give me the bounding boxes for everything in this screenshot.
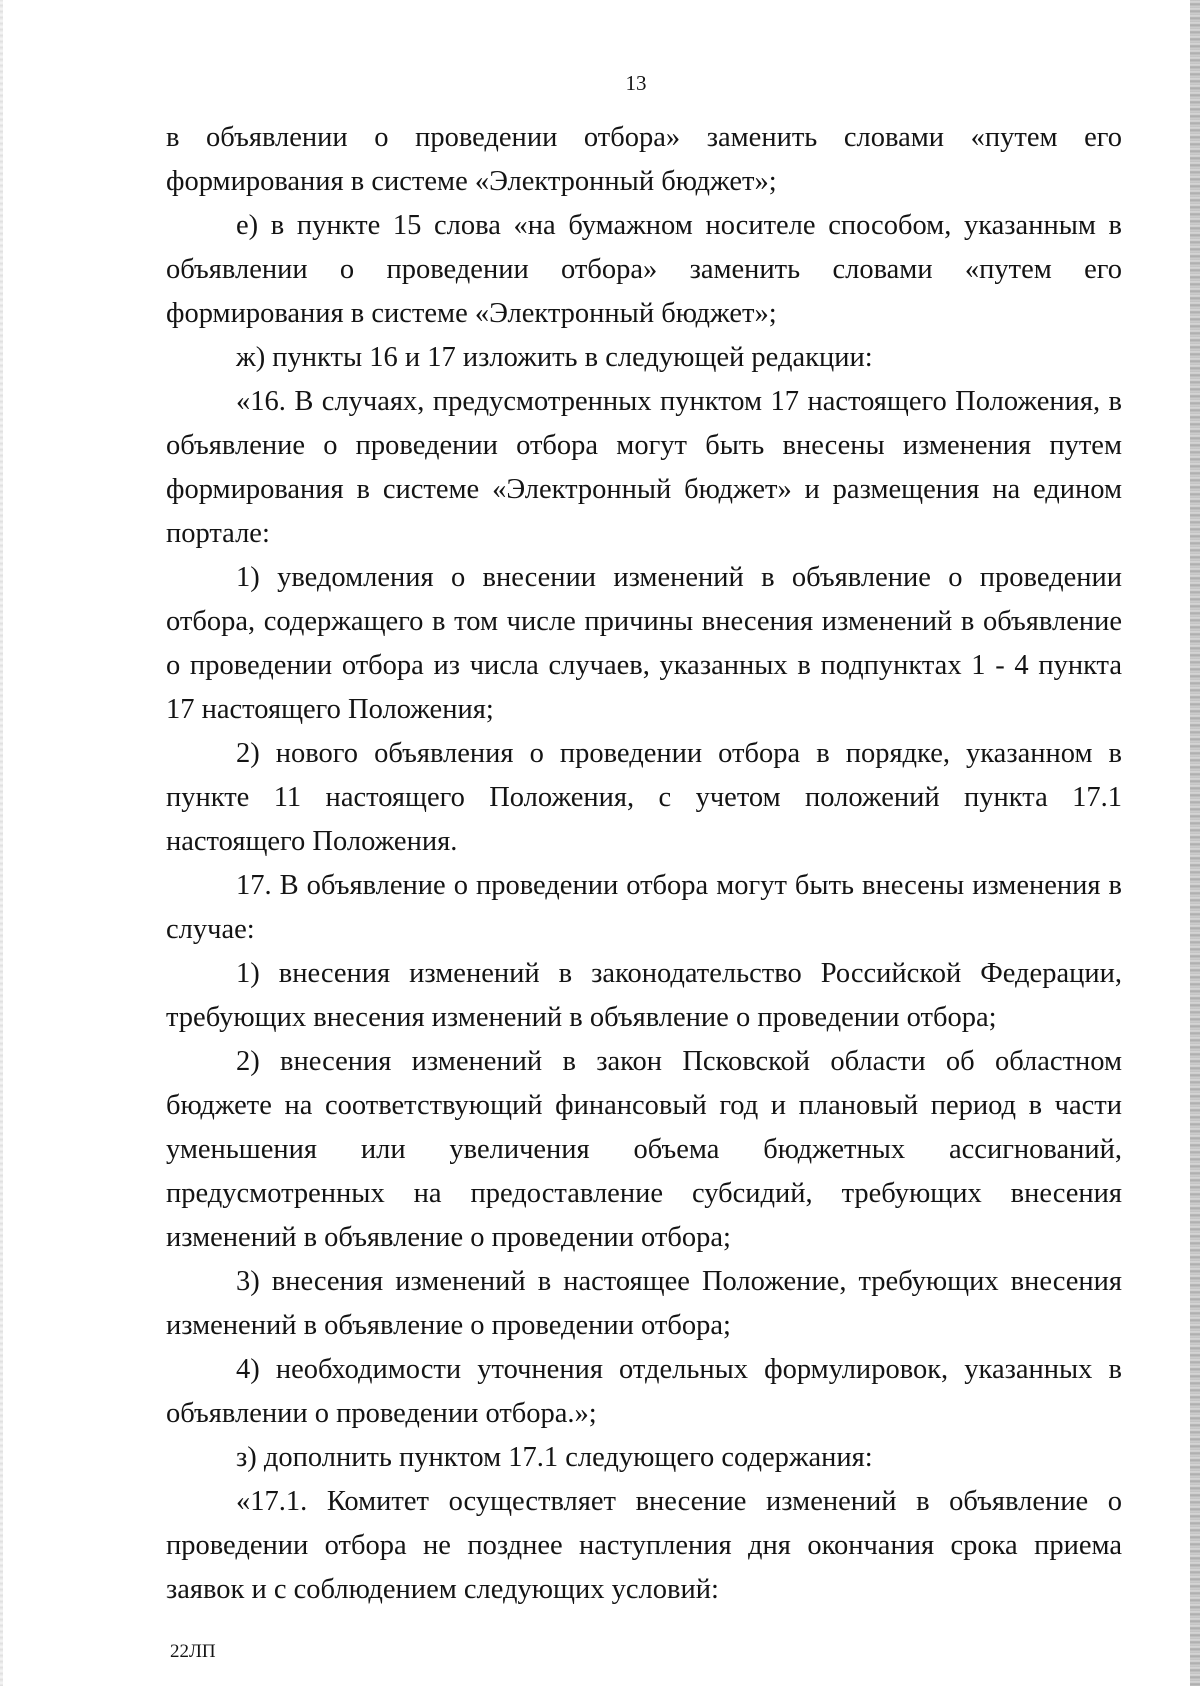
paragraph-clause-17-sub-1: 1) внесения изменений в законодательство Российской Федерации, требующих внесения изменений в объявление о проведении отбора;	[166, 958, 1122, 1033]
paragraph-continuation: в объявлении о проведении отбора» заменить словами «путем его формирования в системе «Электронный бюджет»;	[166, 122, 1122, 197]
scan-edge-right	[1190, 0, 1200, 1686]
paragraph-item-zh: ж) пункты 16 и 17 изложить в следующей редакции:	[236, 342, 873, 373]
document-body	[166, 116, 1122, 1612]
paragraph-clause-17-sub-4: 4) необходимости уточнения отдельных формулировок, указанных в объявлении о проведении отбора.»;	[166, 1354, 1122, 1429]
footer-document-code: 22ЛП	[170, 1641, 216, 1662]
paragraph-clause-16: «16. В случаях, предусмотренных пунктом 17 настоящего Положения, в объявление о проведении отбора могут быть внесены изменения путем формирования в системе «Электронный бюджет» и размещения на едином портале:	[166, 386, 1122, 549]
paragraph-clause-17-sub-2: 2) внесения изменений в закон Псковской области об областном бюджете на соответствующий финансовый год и плановый период в части уменьшения или увеличения объема бюджетных ассигнований, предусмотренных на предоставление субсидий, требующих внесения изменений в объявление о проведении отбора;	[166, 1046, 1122, 1253]
paragraph-clause-16-sub-1: 1) уведомления о внесении изменений в объявление о проведении отбора, содержащего в том числе причины внесения изменений в объявление о проведении отбора из числа случаев, указанных в подпунктах 1 - 4 пункта 17 настоящего Положения;	[166, 562, 1122, 725]
scan-edge-left	[0, 0, 3, 1686]
paragraph-item-z: з) дополнить пунктом 17.1 следующего содержания:	[236, 1442, 873, 1473]
paragraph-clause-17-sub-3: 3) внесения изменений в настоящее Положение, требующих внесения изменений в объявление о проведении отбора;	[166, 1266, 1122, 1341]
page-number: 13	[625, 71, 647, 95]
paragraph-clause-17: 17. В объявление о проведении отбора могут быть внесены изменения в случае:	[166, 870, 1122, 945]
paragraph-item-e: е) в пункте 15 слова «на бумажном носителе способом, указанным в объявлении о проведении отбора» заменить словами «путем его формирования в системе «Электронный бюджет»;	[166, 210, 1122, 329]
paragraph-clause-17-1: «17.1. Комитет осуществляет внесение изменений в объявление о проведении отбора не позднее наступления дня окончания срока приема заявок и с соблюдением следующих условий:	[166, 1486, 1122, 1605]
paragraph-clause-16-sub-2: 2) нового объявления о проведении отбора в порядке, указанном в пункте 11 настоящего Положения, с учетом положений пункта 17.1 настоящего Положения.	[166, 738, 1122, 857]
